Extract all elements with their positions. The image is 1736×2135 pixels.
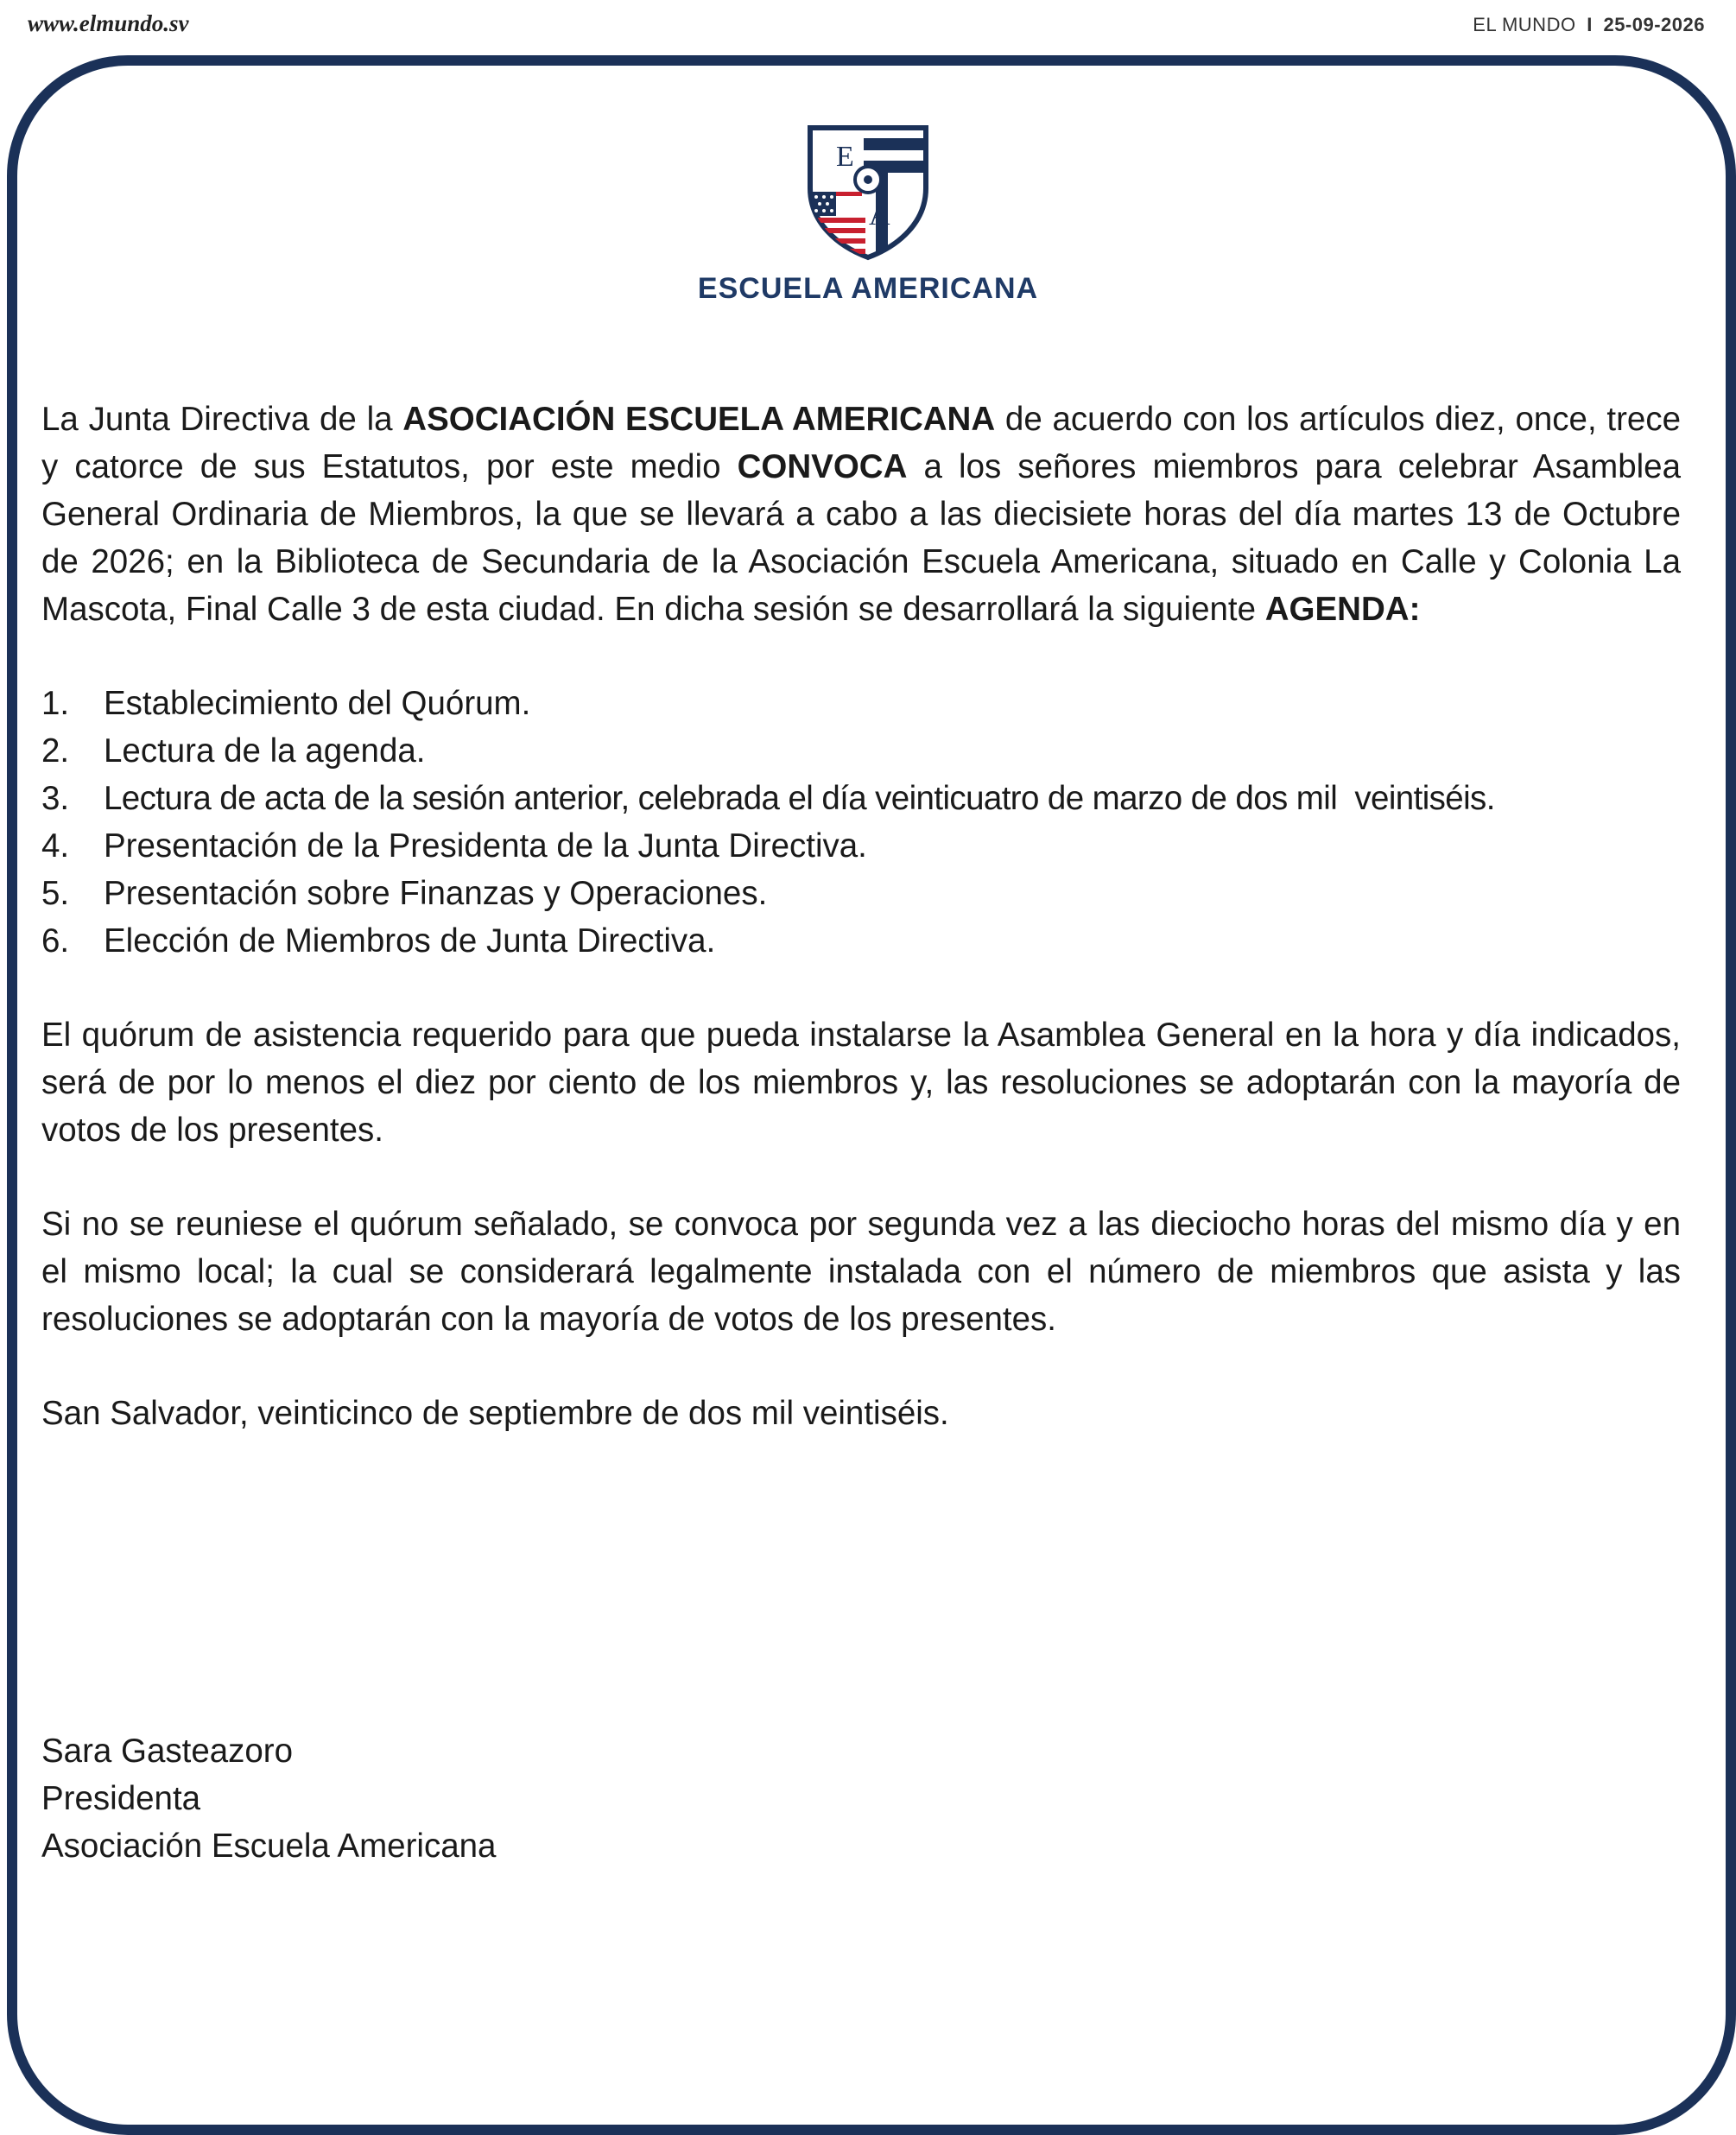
agenda-text: Presentación sobre Finanzas y Operaciones. (104, 875, 768, 912)
paper-name: EL MUNDO (1473, 14, 1576, 35)
intro-paragraph (41, 396, 1681, 633)
paper-date-line (1473, 14, 1705, 36)
logo-letter-a: A (869, 200, 890, 231)
list-item (41, 822, 1681, 870)
agenda-number: 4. (41, 827, 70, 865)
list-item (41, 917, 1681, 965)
notice-body (41, 396, 1681, 1437)
site-url: www.elmundo.sv (28, 10, 189, 36)
intro-text-3: a los señores miembros para celebrar Asamblea General Ordinaria de Miembros, la que se llevará a cabo a las diecisiete horas del día martes 13 de Octubre de 2026; en la Biblioteca de Secundaria de la Asociación Escuela Americana, situado en Calle y Colonia La Mascota, Final Calle 3 de esta ciudad. En dicha sesión se desarrollará la siguiente (41, 448, 1681, 628)
signer-role: Presidenta (41, 1780, 201, 1817)
school-name: ESCUELA AMERICANA (697, 272, 1039, 305)
intro-text-2: de acuerdo con los artículos diez, once, trece y catorce de sus Estatutos, por este medio (41, 401, 1681, 485)
agenda-text: Elección de Miembros de Junta Directiva. (104, 922, 716, 960)
agenda-text: Establecimiento del Quórum. (104, 685, 531, 722)
list-item (41, 870, 1681, 917)
org-name-bold: ASOCIACIÓN ESCUELA AMERICANA (402, 401, 996, 438)
signature-block (41, 1727, 496, 1870)
agenda-number: 5. (41, 875, 70, 912)
agenda-list (41, 680, 1681, 965)
convoca-bold: CONVOCA (737, 448, 908, 485)
signer-name: Sara Gasteazoro (41, 1733, 294, 1770)
list-item (41, 727, 1681, 775)
agenda-text: Presentación de la Presidenta de la Junta Directiva. (104, 827, 867, 865)
agenda-text: Lectura de acta de la sesión anterior, celebrada el día veinticuatro de marzo de dos mil veintiséis. (104, 780, 1495, 817)
agenda-heading: AGENDA: (1264, 591, 1421, 628)
second-call-paragraph: Si no se reuniese el quórum señalado, se convoca por segunda vez a las dieciocho horas del mismo día y en el mismo local; la cual se considerará legalmente instalada con el número de miembros que asista y las resoluciones se adoptarán con la mayoría de votos de los presentes. (41, 1206, 1681, 1338)
agenda-number: 6. (41, 922, 70, 960)
agenda-number: 1. (41, 685, 70, 722)
place-date: San Salvador, veinticinco de septiembre de dos mil veintiséis. (41, 1395, 949, 1432)
agenda-text: Lectura de la agenda. (104, 732, 426, 770)
separator: I (1587, 14, 1593, 35)
quorum-paragraph: El quórum de asistencia requerido para que pueda instalarse la Asamblea General en la hora y día indicados, será de por lo menos el diez por ciento de los miembros y, las resoluciones se adoptarán con la mayoría de votos de los presentes. (41, 1017, 1681, 1149)
list-item (41, 775, 1681, 822)
signer-org: Asociación Escuela Americana (41, 1828, 497, 1865)
intro-text-1: La Junta Directiva de la (41, 401, 403, 438)
publication-date: 25-09-2026 (1603, 14, 1705, 35)
logo-letter-e: E (836, 141, 854, 173)
school-logo (0, 121, 1736, 306)
shield-icon (803, 121, 933, 263)
list-item (41, 680, 1681, 727)
agenda-number: 2. (41, 732, 70, 770)
agenda-number: 3. (41, 780, 70, 817)
